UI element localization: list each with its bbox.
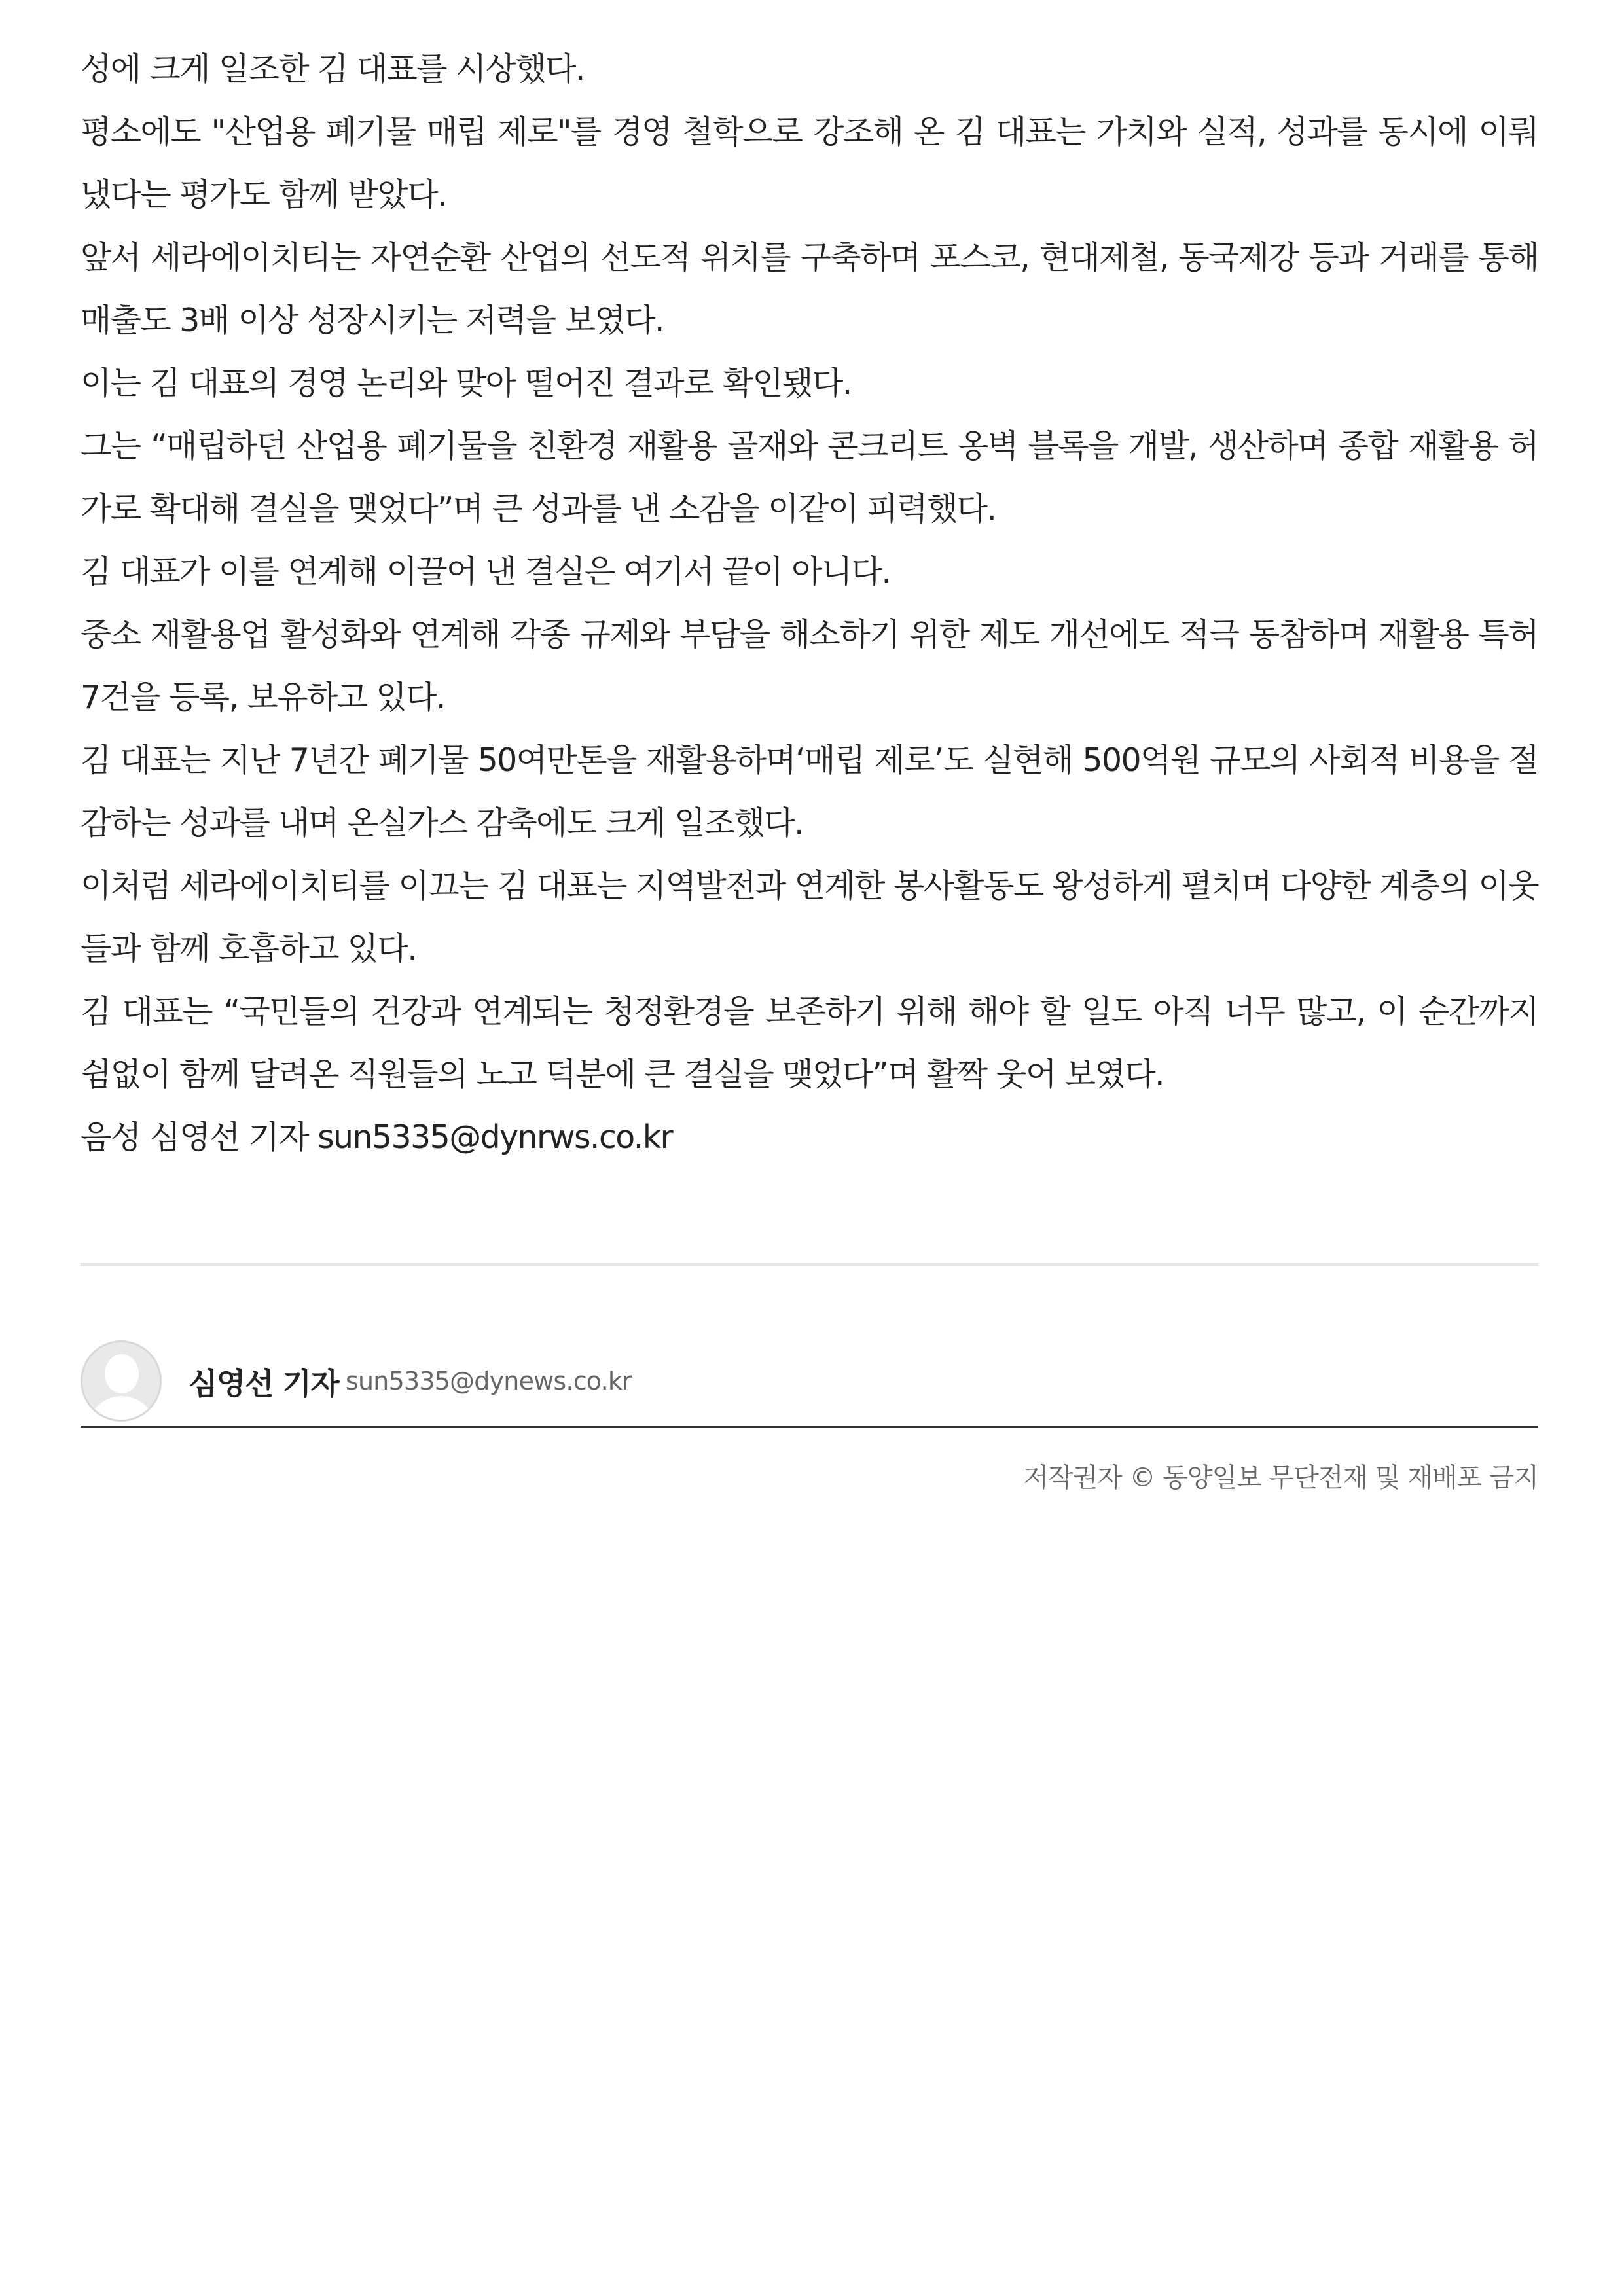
article-paragraph: 앞서 세라에이치티는 자연순환 산업의 선도적 위치를 구축하며 포스코, 현대제철, 동국제강 등과 거래를 통해 매출도 3배 이상 성장시키는 저력을 보였다. xyxy=(81,239,1538,339)
article-paragraph: 김 대표는 지난 7년간 폐기물 50여만톤을 재활용하며‘매립 제로’도 실현해 500억원 규모의 사회적 비용을 절감하는 성과를 내며 온실가스 감축에도 크게 일조했다. xyxy=(81,742,1538,842)
article-paragraph: 이처럼 세라에이치티를 이끄는 김 대표는 지역발전과 연계한 봉사활동도 왕성하게 펼치며 다양한 계층의 이웃들과 함께 호흡하고 있다. xyxy=(81,867,1538,967)
reporter-box xyxy=(81,1295,1538,1428)
article-signoff: 음성 심영선 기자 sun5335@dynrws.co.kr xyxy=(81,1119,673,1156)
reporter-email-link[interactable]: sun5335@dynews.co.kr xyxy=(346,1367,632,1395)
article-page xyxy=(81,38,1538,1493)
avatar-head-shape xyxy=(105,1354,139,1393)
article-paragraph: 중소 재활용업 활성화와 연계해 각종 규제와 부담을 해소하기 위한 제도 개선에도 적극 동참하며 재활용 특허 7건을 등록, 보유하고 있다. xyxy=(81,616,1538,716)
user-avatar-icon xyxy=(81,1340,162,1422)
copyright-notice: 저작권자 © 동양일보 무단전재 및 재배포 금지 xyxy=(1023,1463,1538,1493)
article-paragraph: 이는 김 대표의 경영 논리와 맞아 떨어진 결과로 확인됐다. xyxy=(81,365,852,402)
reporter-name-link[interactable]: 심영선 기자 xyxy=(189,1366,339,1401)
avatar-shoulders-shape xyxy=(88,1396,156,1422)
article-paragraph: 성에 크게 일조한 김 대표를 시상했다. xyxy=(81,50,585,88)
article-paragraph: 그는 “매립하던 산업용 폐기물을 친환경 재활용 골재와 콘크리트 옹벽 블록을 개발, 생산하며 종합 재활용 허가로 확대해 결실을 맺었다”며 큰 성과를 낸 소감을 이같이 피력했다. xyxy=(81,427,1538,528)
article-paragraph: 김 대표가 이를 연계해 이끌어 낸 결실은 여기서 끝이 아니다. xyxy=(81,553,891,590)
byline-divider xyxy=(81,1263,1538,1266)
article-paragraph: 김 대표는 “국민들의 건강과 연계되는 청정환경을 보존하기 위해 해야 할 일도 아직 너무 많고, 이 순간까지 쉼없이 함께 달려온 직원들의 노고 덕분에 큰 결실을 맺었다”며 활짝 웃어 보였다. xyxy=(81,993,1538,1093)
article-paragraph: 평소에도 "산업용 폐기물 매립 제로"를 경영 철학으로 강조해 온 김 대표는 가치와 실적, 성과를 동시에 이뤄냈다는 평가도 함께 받았다. xyxy=(81,113,1538,213)
article-body xyxy=(81,38,1538,1169)
